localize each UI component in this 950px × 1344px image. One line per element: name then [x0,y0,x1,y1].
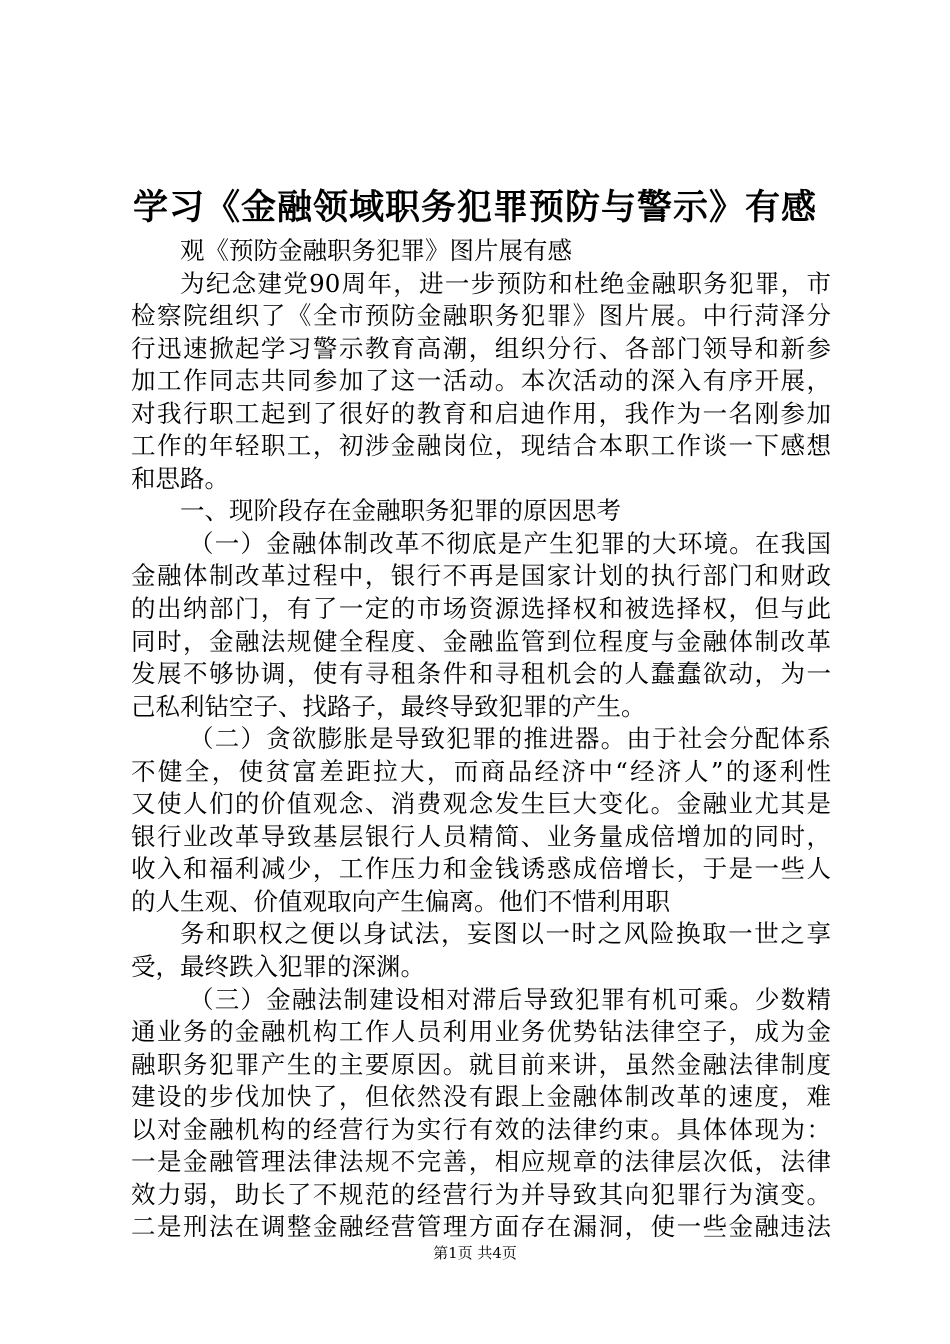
paragraph-line: 发展不够协调，使有寻租条件和寻租机会的人蠢蠢欲动，为一 [131,659,831,689]
paragraph-line: 又使人们的价值观念、消费观念发生巨大变化。金融业尤其是 [131,789,831,819]
paragraph-line: （二）贪欲膨胀是导致犯罪的推进器。由于社会分配体系 [189,724,831,754]
document-title: 学习《金融领域职务犯罪预防与警示》有感 [132,187,817,228]
subtitle-line: 观《预防金融职务犯罪》图片展有感 [180,236,572,265]
paragraph-line: 和思路。 [131,463,229,493]
document-body [131,235,831,1244]
paragraph-line: 工作的年轻职工，初涉金融岗位，现结合本职工作谈一下感想 [131,431,831,461]
paragraph-line: 收入和福利减少，工作压力和金钱诱惑成倍增长，于是一些人 [131,854,831,884]
paragraph-line: 通业务的金融机构工作人员利用业务优势钻法律空子，成为金 [131,1017,831,1047]
paragraph-line: 以对金融机构的经营行为实行有效的法律约束。具体体现为： [131,1114,831,1144]
paragraph-line: 二是刑法在调整金融经营管理方面存在漏洞，使一些金融违法 [131,1212,831,1242]
paragraph-line: 加工作同志共同参加了这一活动。本次活动的深入有序开展， [131,366,831,396]
paragraph-line: 不健全，使贫富差距拉大，而商品经济中“经济人”的逐利性 [131,756,831,786]
paragraph-line: 金融体制改革过程中，银行不再是国家计划的执行部门和财政 [131,561,831,591]
paragraph-line: 行迅速掀起学习警示教育高潮，组织分行、各部门领导和新参 [131,333,831,363]
paragraph-line: 融职务犯罪产生的主要原因。就目前来讲，虽然金融法律制度 [131,1049,831,1079]
paragraph-line: 效力弱，助长了不规范的经营行为并导致其向犯罪行为演变。 [131,1179,831,1209]
paragraph-line: 的人生观、价值观取向产生偏离。他们不惜利用职 [131,886,670,916]
paragraph-line: （三）金融法制建设相对滞后导致犯罪有机可乘。少数精 [189,984,831,1014]
paragraph-line: 对我行职工起到了很好的教育和启迪作用，我作为一名刚参加 [131,398,831,428]
paragraph-line: 检察院组织了《全市预防金融职务犯罪》图片展。中行菏泽分 [131,301,831,331]
paragraph-line: 的出纳部门，有了一定的市场资源选择权和被选择权，但与此 [131,594,831,624]
paragraph-line: 务和职权之便以身试法，妄图以一时之风险换取一世之享 [180,919,831,949]
page-number-footer: 第1页 共4页 [433,1244,517,1262]
paragraph-line: 为纪念建党90周年，进一步预防和杜绝金融职务犯罪，市 [180,268,831,298]
paragraph-line: 同时，金融法规健全程度、金融监管到位程度与金融体制改革 [131,626,831,656]
paragraph-line: 己私利钻空子、找路子，最终导致犯罪的产生。 [131,691,646,721]
paragraph-line: 建设的步伐加快了，但依然没有跟上金融体制改革的速度，难 [131,1082,831,1112]
paragraph-line: 一是金融管理法律法规不完善，相应规章的法律层次低，法律 [131,1147,831,1177]
paragraph-line: （一）金融体制改革不彻底是产生犯罪的大环境。在我国 [189,528,831,558]
paragraph-line: 银行业改革导致基层银行人员精简、业务量成倍增加的同时， [131,821,831,851]
section-heading: 一、现阶段存在金融职务犯罪的原因思考 [180,496,621,526]
paragraph-line: 受，最终跌入犯罪的深渊。 [131,952,425,982]
